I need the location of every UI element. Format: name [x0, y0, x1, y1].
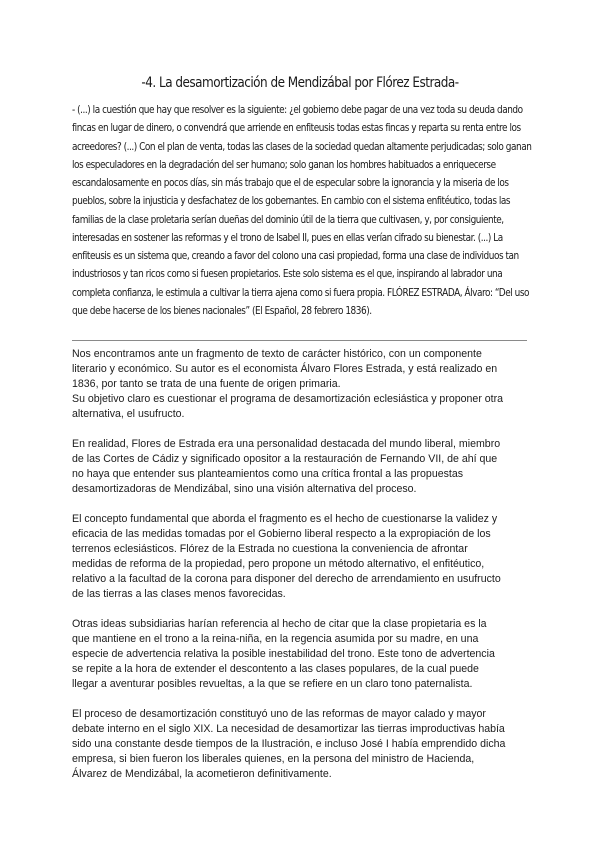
- paragraph-line: sido una constante desde tiempos de la Ilustración, e incluso José I había emprendido dicha: [72, 738, 506, 750]
- paragraph-line: 1836, por tanto se trata de una fuente de origen primaria.: [72, 378, 341, 390]
- quote-line: los especuladores en la degradación del ser humano; solo ganan los hombres habituados a enriquecerse: [72, 158, 496, 171]
- paragraph-line: especie de advertencia relativa la posible inestabilidad del trono. Este tono de advertencia: [72, 648, 495, 660]
- quote-line: enfiteusis es un sistema que, creando a favor del colono una casi propiedad, forma una clase de individuos tan: [72, 250, 519, 262]
- quote-line: pueblos, sobre la injusticia y desfachatez de los gobernantes. En cambio con el sistema enfitéutico, todas las: [72, 195, 511, 208]
- paragraph-line: En realidad, Flores de Estrada era una personalidad destacada del mundo liberal, miembro: [72, 438, 501, 450]
- paragraph-main-concept: [72, 512, 528, 602]
- paragraph-line: debate interno en el siglo XIX. La necesidad de desamortizar las tierras improductivas había: [72, 723, 505, 735]
- paragraph-line: literario y económico. Su autor es el economista Álvaro Flores Estrada, y está realizado en: [72, 363, 498, 375]
- paragraph-introduction: [72, 347, 528, 422]
- paragraph-secondary-ideas: [72, 617, 528, 692]
- paragraph-line: relativo a la facultad de la corona para disponer del derecho de arrendamiento en usufructo: [72, 573, 501, 585]
- paragraph-historical-process: [72, 707, 528, 782]
- quote-line: - (...) la cuestión que hay que resolver es la siguiente: ¿el gobierno debe pagar de una vez toda su deuda dando: [72, 104, 523, 116]
- source-quote: [72, 101, 532, 320]
- paragraph-context: [72, 437, 528, 497]
- paragraph-line: medidas de reforma de la propiedad, pero propone un método alternativo, el enfitéutico,: [72, 558, 485, 570]
- quote-line: industriosos y tan ricos como si fuesen propietarios. Este solo sistema es el que, inspirando al labrador una: [72, 268, 503, 281]
- paragraph-line: Otras ideas subsidiarias harían referencia al hecho de citar que la clase propietaria es la: [72, 618, 487, 630]
- document-title: -4. La desamortización de Mendizábal por Flórez Estrada-: [141, 75, 459, 91]
- paragraph-line: Su objetivo claro es cuestionar el programa de desamortización eclesiástica y proponer otra: [72, 393, 504, 405]
- paragraph-line: empresa, si bien fueron los liberales quienes, en la persona del ministro de Hacienda,: [72, 753, 475, 765]
- paragraph-line: Nos encontramos ante un fragmento de texto de carácter histórico, con un componente: [72, 348, 482, 360]
- quote-line: que debe hacerse de los bienes nacionales” (El Español, 28 febrero 1836).: [72, 304, 372, 317]
- paragraph-line: El concepto fundamental que aborda el fragmento es el hecho de cuestionarse la validez y: [72, 513, 498, 525]
- paragraph-line: alternativa, el usufructo.: [72, 408, 185, 420]
- paragraph-line: de las tierras a las clases menos favorecidas.: [72, 588, 286, 600]
- quote-line: fincas en lugar de dinero, o convendrá que arriende en enfiteusis todas estas fincas y reparta su renta entre los: [72, 122, 521, 135]
- paragraph-line: que mantiene en el trono a la reina-niña, en la regencia asumida por su madre, en una: [72, 633, 479, 645]
- quote-line: escandalosamente en pocos días, sin más trabajo que el de especular sobre la ignorancia y la miseria de los: [72, 177, 509, 189]
- paragraph-line: llegar a aventurar posibles revueltas, a la que se refiere en un claro tono paternalista.: [72, 678, 473, 690]
- paragraph-line: terrenos eclesiásticos. Flórez de la Estrada no cuestiona la conveniencia de afrontar: [72, 543, 468, 555]
- paragraph-line: de las Cortes de Cádiz y significado opositor a la restauración de Fernando VII, de ahí que: [72, 453, 498, 465]
- quote-line: interesadas en sostener las reformas y el trono de Isabel II, pues en ellas verían cifrado su bienestar. (...) La: [72, 231, 503, 244]
- paragraph-line: se repite a la hora de extender el descontento a las clases populares, de la cual puede: [72, 663, 479, 675]
- quote-line: completa confianza, le estimula a cultivar la tierra ajena como si fuera propia. FLÓREZ ESTRADA, Álvaro: “Del uso: [72, 286, 530, 299]
- paragraph-line: desamortizadoras de Mendizábal, sino una visión alternativa del proceso.: [72, 483, 417, 495]
- paragraph-line: El proceso de desamortización constituyó uno de las reformas de mayor calado y mayor: [72, 708, 486, 720]
- paragraph-line: no haya que entender sus planteamientos como una crítica frontal a las propuestas: [72, 468, 464, 480]
- commentary-body: [72, 347, 528, 797]
- quote-line: familias de la clase proletaria serían dueñas del dominio útil de la tierra que cultivasen, y, por consiguiente,: [72, 213, 504, 226]
- paragraph-line: eficacia de las medidas tomadas por el Gobierno liberal respecto a la expropiación de los: [72, 528, 491, 540]
- section-divider: [72, 340, 527, 341]
- quote-line: acreedores? (...) Con el plan de venta, todas las clases de la sociedad quedan altamente perjudicadas; solo ganan: [72, 140, 532, 153]
- paragraph-line: Álvarez de Mendizábal, la acometieron definitivamente.: [72, 768, 332, 780]
